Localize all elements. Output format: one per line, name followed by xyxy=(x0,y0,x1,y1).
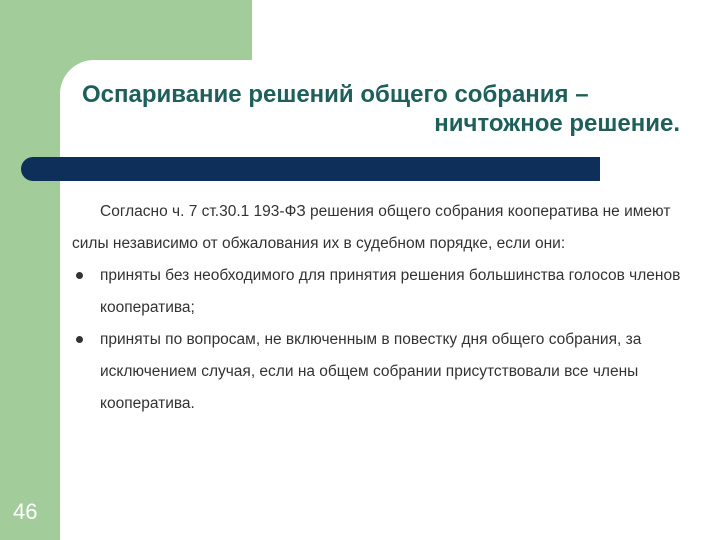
bullet-text: приняты без необходимого для принятия решения большинства голосов членов кооператива; xyxy=(100,267,681,316)
slide-title-line-1: Оспаривание решений общего собрания – xyxy=(82,81,589,108)
bullet-text: приняты по вопросам, не включенным в повестку дня общего собрания, за исключением случая, если на общем собрании присутствовали все члены кооператива. xyxy=(100,331,642,412)
bullet-dot-icon xyxy=(76,336,83,343)
green-left-strip xyxy=(0,0,60,540)
bullet-list xyxy=(72,260,692,420)
bullet-dot-icon xyxy=(76,272,83,279)
bullet-item xyxy=(72,324,692,420)
title-divider-bar xyxy=(21,157,600,181)
slide-body xyxy=(72,196,692,420)
slide-title-line-2: ничтожное решение. xyxy=(434,110,680,137)
intro-paragraph: Согласно ч. 7 ст.30.1 193-ФЗ решения общего собрания кооператива не имеют силы независимо от обжалования их в судебном порядке, если они: xyxy=(72,203,671,252)
slide-title xyxy=(80,80,680,138)
bullet-item xyxy=(72,260,692,324)
page-number: 46 xyxy=(13,499,38,524)
